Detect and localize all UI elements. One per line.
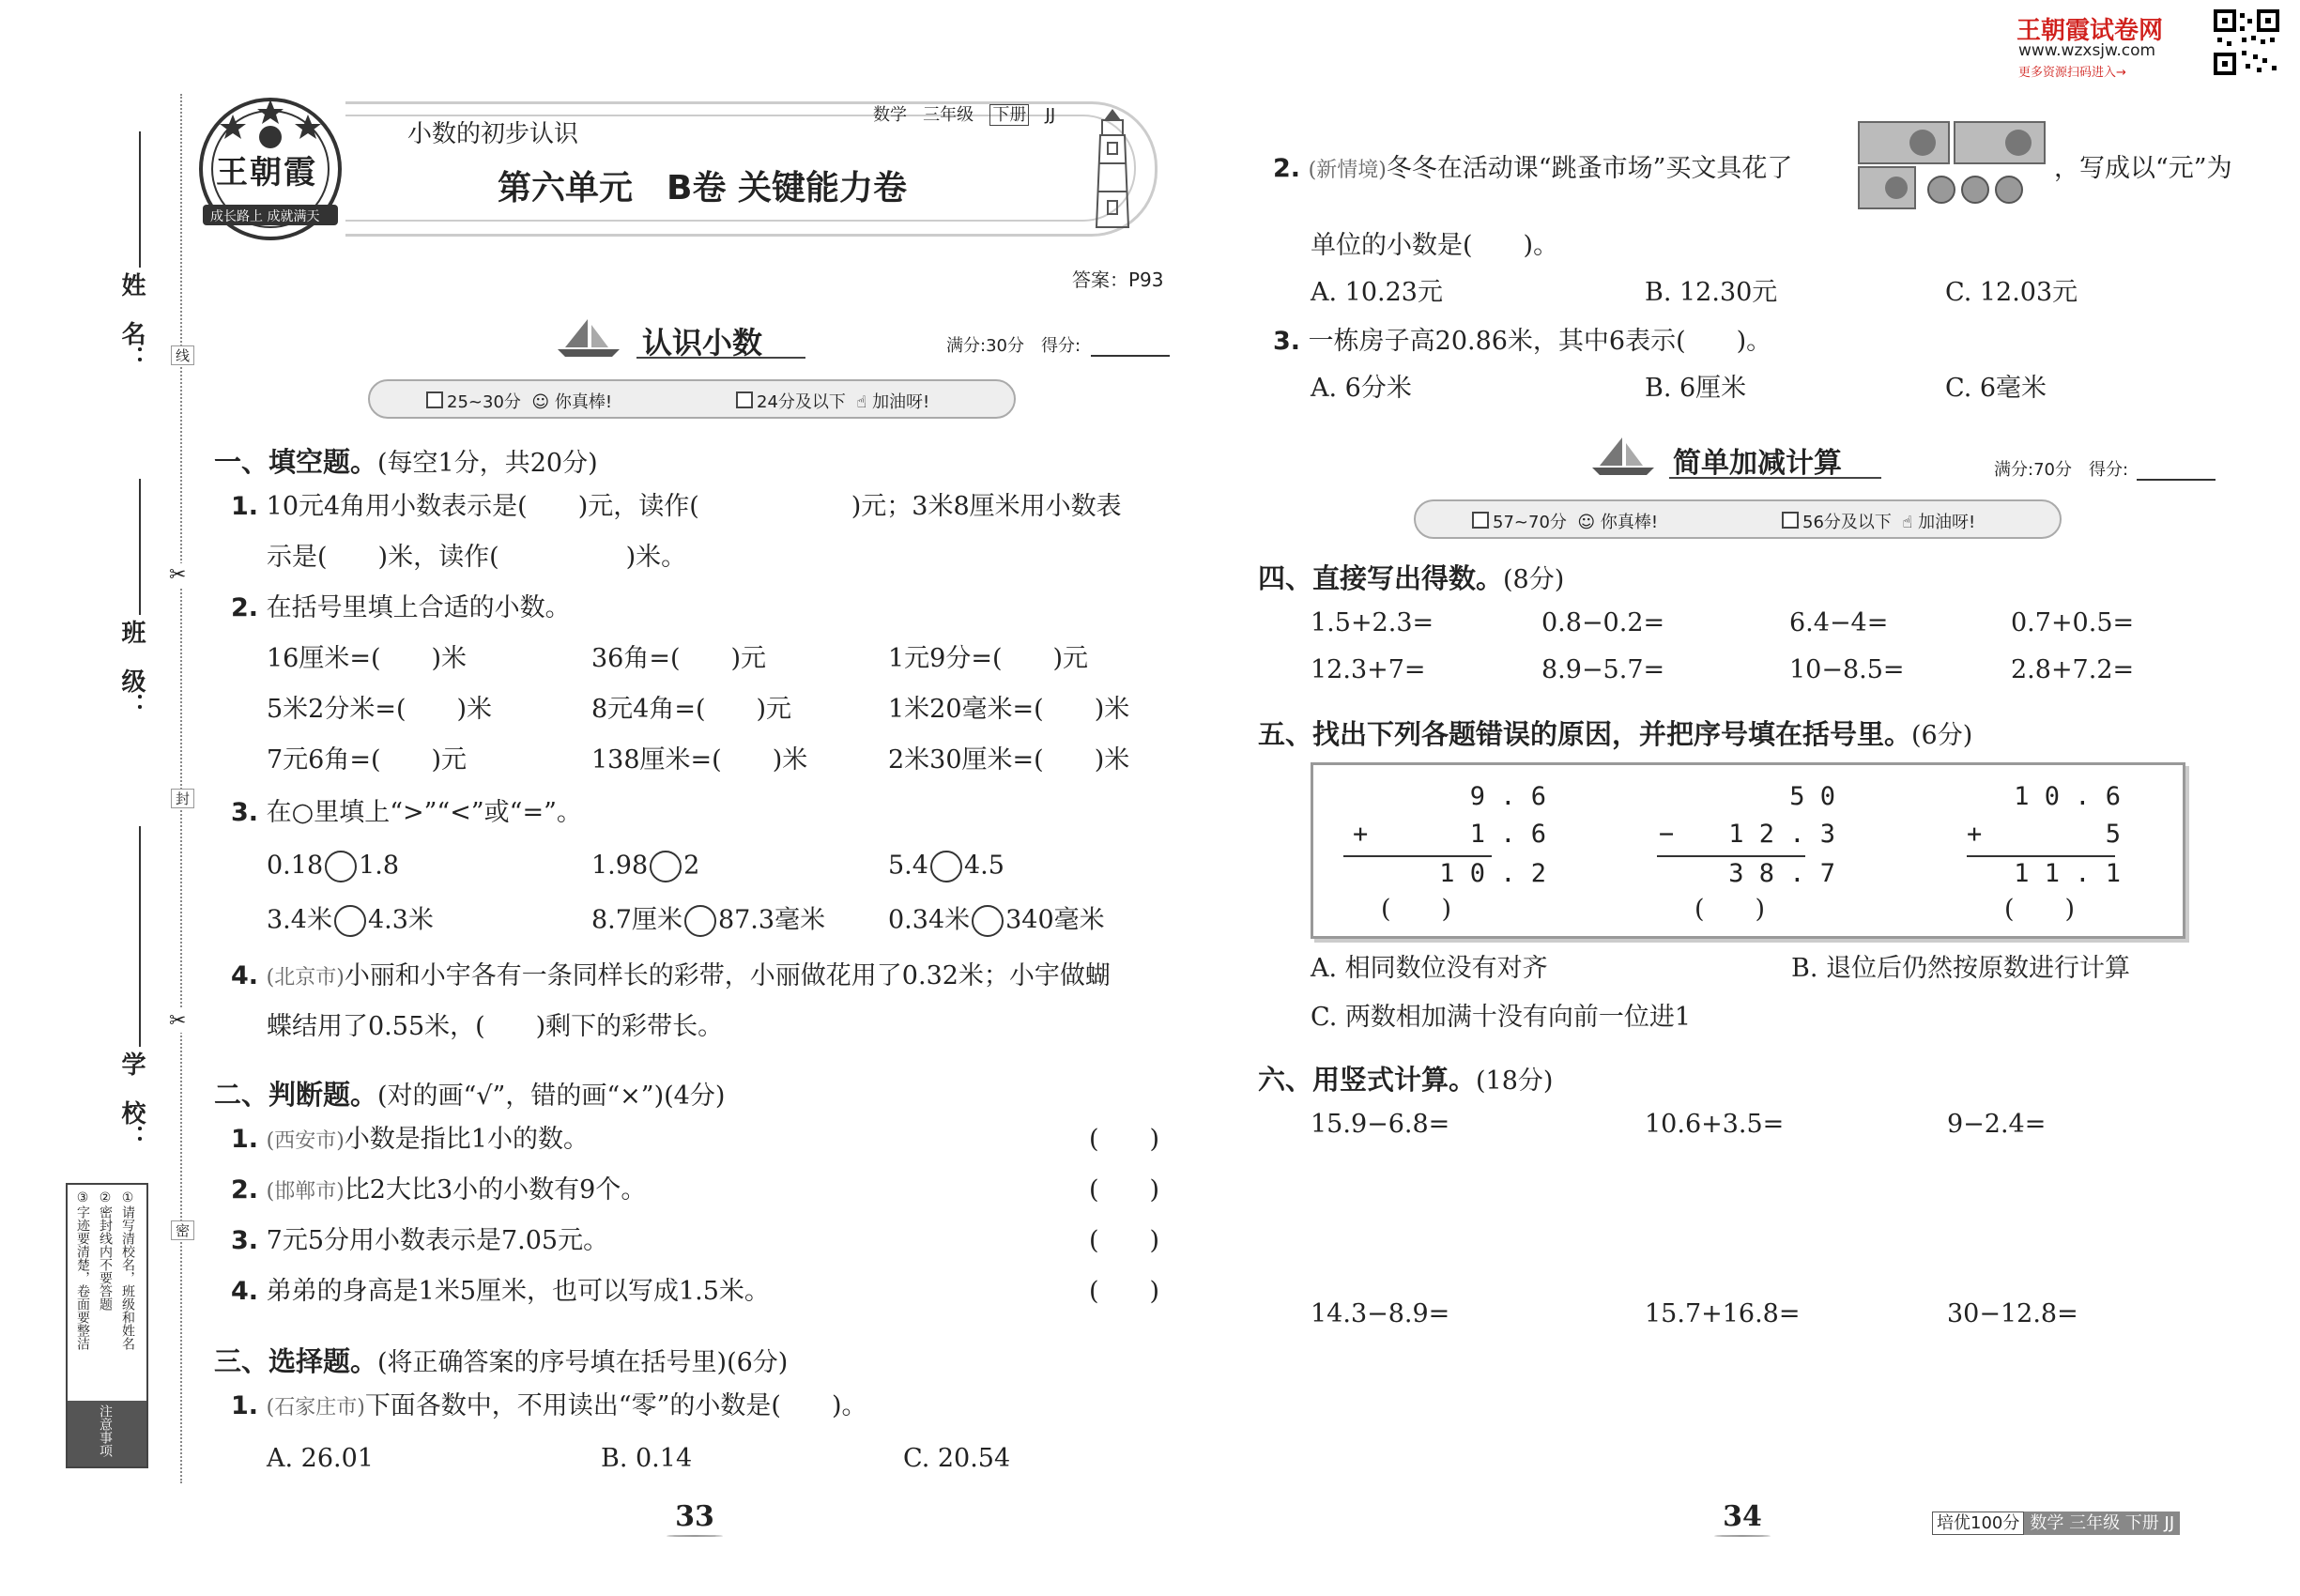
page-number-swoosh — [1714, 1535, 1771, 1537]
fill-item: 5米2分米=( )米 — [267, 695, 493, 724]
reason-c: C. 两数相加满十没有向前一位进1 — [1311, 1003, 1692, 1032]
brand-tip: 更多资源扫码进入→ — [2018, 66, 2126, 80]
question-3-2-tail: ，写成以“元”为 — [2054, 154, 2232, 183]
compare-item — [591, 851, 699, 882]
vertical-calc-item: 30−12.8= — [1947, 1299, 2078, 1328]
question-number: 1. — [231, 492, 259, 521]
pill-range: 24分及以下 — [757, 392, 846, 412]
scissor-icon: ✂ — [169, 563, 187, 587]
judge-item — [231, 1177, 646, 1203]
judge-item — [231, 1279, 770, 1304]
vertical-calc-item: 14.3−8.9= — [1311, 1299, 1450, 1328]
pill-option-high[interactable] — [1472, 509, 1658, 533]
calc-operator: + — [1967, 820, 1983, 849]
answer-reference: 答案：P93 — [1072, 269, 1164, 291]
compare-circle[interactable] — [325, 851, 357, 882]
question-number: 4. — [231, 1277, 259, 1306]
money-image — [1857, 120, 2050, 210]
calc-top: 5 0 — [1789, 782, 1835, 811]
compare-left: 0.18 — [267, 851, 324, 881]
section-title: 五、找出下列各题错误的原因，并把序号填在括号里。 — [1258, 718, 1912, 750]
compare-left: 8.7厘米 — [591, 905, 682, 935]
compare-circle[interactable] — [334, 905, 366, 937]
fill-item: 8元4角=( )元 — [591, 695, 792, 724]
compare-item — [888, 851, 1004, 882]
pill-range: 57~70分 — [1493, 513, 1567, 532]
option-a[interactable]: A. 6分米 — [1311, 374, 1412, 403]
question-source: (新情境) — [1308, 159, 1387, 182]
question-text: 弟弟的身高是1米5厘米，也可以写成1.5米。 — [266, 1277, 770, 1306]
calc-top: 9 . 6 — [1469, 782, 1546, 811]
page-number-left — [657, 1500, 732, 1537]
question-1-3 — [231, 800, 582, 825]
calc-bottom: 1 . 6 — [1469, 820, 1546, 849]
brand-block — [2016, 9, 2289, 80]
cut-mark-dense: 密 — [171, 1220, 194, 1240]
question-number: 2. — [1273, 154, 1301, 183]
judge-answer[interactable]: ( ) — [1089, 1277, 1160, 1306]
question-3-2 — [1273, 156, 1792, 181]
question-text: 小数是指比1小的数。 — [344, 1125, 589, 1154]
class-label: 班 级： — [117, 620, 146, 717]
question-1-1 — [231, 494, 1122, 519]
compare-left: 0.34米 — [888, 905, 971, 935]
judge-answer[interactable]: ( ) — [1089, 1175, 1160, 1205]
judge-item — [231, 1127, 589, 1152]
part2-title-underline — [1669, 477, 1881, 479]
question-source: (邯郸市) — [266, 1180, 345, 1204]
section-title: 一、填空题。 — [214, 446, 378, 478]
question-number: 3. — [1273, 327, 1301, 356]
option-c[interactable]: C. 12.03元 — [1945, 278, 2078, 307]
page-number: 33 — [675, 1500, 714, 1533]
section-1-title — [214, 441, 598, 480]
question-text: 7元5分用小数表示是7.05元。 — [266, 1226, 609, 1255]
vertical-calc-item: 10.6+3.5= — [1645, 1110, 1785, 1139]
sailboat-icon — [1588, 436, 1658, 477]
notice-item: ③字迹要清楚，卷面要整洁 — [75, 1190, 90, 1350]
judge-answer[interactable]: ( ) — [1089, 1226, 1160, 1255]
notice-box — [66, 1183, 148, 1468]
question-text: 比2大比3小的小数有9个。 — [344, 1175, 647, 1205]
question-source: (石家庄市) — [266, 1396, 365, 1420]
calc-result: 1 1 . 1 — [2014, 859, 2121, 888]
compare-item — [591, 905, 825, 937]
vertical-calc-item: 15.7+16.8= — [1645, 1299, 1801, 1328]
section-points: (18分) — [1476, 1067, 1554, 1096]
calc-bottom: 5 — [2105, 820, 2121, 849]
name-field[interactable] — [139, 131, 141, 268]
compare-left: 5.4 — [888, 851, 928, 881]
fill-item: 36角=( )元 — [591, 644, 767, 673]
footer-series — [1932, 1510, 2180, 1534]
meta-grade: 三年级 — [923, 105, 974, 125]
question-text: 下面各数中，不用读出“零”的小数是( )。 — [364, 1391, 867, 1420]
notice-title: 注意事项 — [98, 1404, 113, 1457]
pill-option-low[interactable] — [736, 389, 929, 413]
calc-answer[interactable]: ( ) — [2004, 895, 2076, 924]
question-text: 在○里填上“>”“<”或“=”。 — [266, 798, 582, 827]
notice-item: ①请写清校名，班级和姓名 — [120, 1190, 135, 1350]
question-text: 10元4角用小数表示是( )元，读作( )元；3米8厘米用小数表 — [266, 492, 1122, 521]
school-label: 学 校： — [117, 1051, 146, 1149]
question-number: 2. — [231, 1175, 259, 1205]
section-points: (对的画“√”，错的画“×”)(4分) — [377, 1082, 726, 1111]
series-name: 培优100分 — [1932, 1512, 2024, 1535]
fill-item: 1元9分=( )元 — [888, 644, 1089, 673]
calc-result: 3 8 . 7 — [1728, 859, 1835, 888]
pill-range: 25~30分 — [447, 392, 521, 412]
brand-logo — [195, 94, 345, 244]
section-points: (每空1分，共20分) — [377, 449, 598, 478]
page-number-right — [1705, 1500, 1780, 1537]
question-3-3 — [1273, 329, 1771, 354]
compare-right: 1.8 — [359, 851, 400, 881]
fill-item: 138厘米=( )米 — [591, 745, 808, 775]
question-text: 在括号里填上合适的小数。 — [266, 593, 571, 622]
calc-top: 1 0 . 6 — [2014, 782, 2121, 811]
calc-item: 2.8+7.2= — [2011, 655, 2135, 684]
reason-b: B. 退位后仍然按原数进行计算 — [1791, 954, 2131, 983]
name-label: 姓 名： — [117, 272, 146, 370]
series-meta: 数学 三年级 下册 JJ — [2024, 1512, 2180, 1535]
logo-name: 王朝霞 — [216, 154, 317, 192]
meta-subject: 数学 — [873, 105, 907, 125]
part2-score-field[interactable] — [2137, 479, 2216, 481]
option-c[interactable]: C. 20.54 — [903, 1444, 1011, 1473]
part2-score-pill — [1414, 499, 2062, 539]
calc-bottom: 1 2 . 3 — [1728, 820, 1835, 849]
smile-icon: ☺ — [531, 392, 550, 412]
judge-answer[interactable]: ( ) — [1089, 1125, 1160, 1154]
calc-answer[interactable]: ( ) — [1694, 895, 1766, 924]
calc-rule — [1967, 855, 2115, 857]
section-title: 六、用竖式计算。 — [1258, 1064, 1477, 1096]
vertical-calc-item: 9−2.4= — [1947, 1110, 2047, 1139]
compare-left: 3.4米 — [267, 905, 332, 935]
part2-score-label: 满分:70分 得分: — [1994, 460, 2129, 480]
cut-mark-seal: 封 — [171, 789, 194, 808]
calc-item: 10−8.5= — [1789, 655, 1905, 684]
calc-operator: − — [1659, 820, 1675, 849]
fill-item: 7元6角=( )元 — [267, 745, 468, 775]
question-1-4 — [231, 963, 1111, 989]
pill-option-low[interactable] — [1782, 509, 1975, 533]
compare-right: 4.5 — [963, 851, 1004, 881]
section-title: 二、判断题。 — [214, 1079, 378, 1111]
school-field[interactable] — [139, 826, 141, 1047]
notice-item: ②密封线内不要答题 — [98, 1190, 113, 1311]
smile-icon: ☺ — [1577, 513, 1596, 532]
brand-url[interactable]: www.wzxsjw.com — [2018, 41, 2156, 60]
section-points: (8分) — [1503, 565, 1565, 594]
fill-item: 2米30厘米=( )米 — [888, 745, 1130, 775]
topic-label: 小数的初步认识 — [407, 120, 579, 148]
pill-tag: 加油呀! — [1918, 513, 1976, 532]
compare-item — [267, 905, 434, 937]
question-1-2 — [231, 595, 571, 621]
section-title: 四、直接写出得数。 — [1258, 562, 1504, 594]
compare-circle[interactable] — [650, 851, 682, 882]
checkbox[interactable] — [736, 391, 753, 408]
class-field[interactable] — [139, 479, 141, 615]
part1-score-pill — [368, 379, 1016, 419]
calc-item: 1.5+2.3= — [1311, 608, 1434, 637]
vertical-calc-item: 15.9−6.8= — [1311, 1110, 1450, 1139]
checkbox[interactable] — [426, 391, 443, 408]
option-b[interactable]: B. 0.14 — [601, 1444, 693, 1473]
qr-code-icon[interactable] — [2214, 9, 2279, 75]
header-meta — [873, 101, 1055, 126]
section-3-title — [214, 1341, 788, 1379]
option-b[interactable]: B. 6厘米 — [1645, 374, 1747, 403]
lighthouse-icon — [1089, 107, 1136, 229]
question-number: 3. — [231, 1226, 259, 1255]
option-c[interactable]: C. 6毫米 — [1945, 374, 2047, 403]
part2-title: 简单加减计算 — [1673, 447, 1842, 480]
question-number: 3. — [231, 798, 259, 827]
section-4-title — [1258, 558, 1564, 596]
calc-rule — [1657, 855, 1805, 857]
question-number: 1. — [231, 1125, 259, 1154]
section-title: 三、选择题。 — [214, 1345, 378, 1377]
fill-item: 1米20毫米=( )米 — [888, 695, 1130, 724]
cut-mark-line: 线 — [171, 345, 194, 365]
section-6-title — [1258, 1059, 1553, 1097]
question-number: 1. — [231, 1391, 259, 1420]
binding-sidebar — [56, 94, 197, 1502]
question-source: (北京市) — [266, 966, 345, 990]
section-2-title — [214, 1074, 725, 1113]
question-number: 2. — [231, 593, 259, 622]
judge-item — [231, 1228, 608, 1253]
part1-title-underline — [636, 357, 805, 359]
scissor-icon: ✂ — [169, 1009, 187, 1033]
calc-answer[interactable]: ( ) — [1381, 895, 1452, 924]
part1-header — [554, 317, 1173, 364]
pill-range: 56分及以下 — [1802, 513, 1892, 532]
question-text: 冬冬在活动课“跳蚤市场”买文具花了 — [1386, 154, 1793, 183]
brand-name: 王朝霞试卷网 — [2016, 17, 2164, 45]
reason-a: A. 相同数位没有对齐 — [1311, 954, 1548, 983]
option-b[interactable]: B. 12.30元 — [1645, 278, 1778, 307]
option-a[interactable]: A. 10.23元 — [1311, 278, 1443, 307]
meta-volume: 下册 — [989, 104, 1029, 126]
question-3-2-cont: 单位的小数是( )。 — [1311, 231, 1559, 260]
question-3-1 — [231, 1393, 867, 1419]
calc-item: 12.3+7= — [1311, 655, 1426, 684]
compare-circle[interactable] — [684, 905, 716, 937]
sailboat-icon — [554, 317, 623, 359]
compare-circle[interactable] — [972, 905, 1004, 937]
pill-option-high[interactable] — [426, 389, 612, 413]
fist-icon: ☝ — [856, 392, 867, 412]
page-number: 34 — [1723, 1500, 1762, 1533]
option-a[interactable]: A. 26.01 — [267, 1444, 374, 1473]
meta-edition: JJ — [1045, 105, 1056, 125]
calc-result: 1 0 . 2 — [1439, 859, 1546, 888]
page-number-swoosh — [667, 1535, 723, 1537]
part1-score-label: 满分:30分 得分: — [946, 336, 1081, 356]
logo-ribbon: 成长路上 成就满天 — [210, 209, 320, 224]
header-banner — [345, 101, 1172, 242]
section-points: (6分) — [1911, 721, 1973, 750]
compare-circle[interactable] — [930, 851, 962, 882]
fill-item: 16厘米=( )米 — [267, 644, 468, 673]
pill-tag: 加油呀! — [872, 392, 930, 412]
compare-item — [888, 905, 1105, 937]
compare-right: 4.3米 — [367, 905, 434, 935]
compare-item — [267, 851, 399, 882]
page-title: 第六单元 B卷 关键能力卷 — [498, 169, 907, 207]
calc-rule — [1343, 855, 1492, 857]
checkbox[interactable] — [1472, 512, 1489, 529]
pill-tag: 你真棒! — [554, 392, 613, 412]
calc-item: 6.4−4= — [1789, 608, 1889, 637]
question-text: 小丽和小宇各有一条同样长的彩带，小丽做花用了0.32米；小宇做蝴 — [344, 961, 1111, 990]
fist-icon: ☝ — [1902, 513, 1913, 532]
section-5-title — [1258, 714, 1972, 752]
pill-tag: 你真棒! — [1600, 513, 1659, 532]
calc-item: 0.7+0.5= — [2011, 608, 2135, 637]
calc-item: 0.8−0.2= — [1541, 608, 1665, 637]
section-points: (将正确答案的序号填在括号里)(6分) — [377, 1348, 789, 1377]
compare-right: 2 — [683, 851, 700, 881]
part1-score-field[interactable] — [1091, 355, 1170, 357]
error-calc-box — [1311, 762, 2185, 939]
question-text: 一栋房子高20.86米，其中6表示( )。 — [1308, 327, 1772, 356]
question-number: 4. — [231, 961, 259, 990]
calc-operator: + — [1353, 820, 1369, 849]
question-1-1-cont: 示是( )米，读作( )米。 — [267, 543, 687, 572]
compare-left: 1.98 — [591, 851, 649, 881]
part2-header — [1588, 436, 2223, 483]
question-source: (西安市) — [266, 1129, 345, 1153]
checkbox[interactable] — [1782, 512, 1799, 529]
part1-title: 认识小数 — [642, 325, 763, 361]
compare-right: 87.3毫米 — [717, 905, 826, 935]
notice-title-bar — [68, 1401, 146, 1466]
compare-right: 340毫米 — [1005, 905, 1105, 935]
question-1-4-cont: 蝶结用了0.55米，( )剩下的彩带长。 — [267, 1012, 724, 1041]
calc-item: 8.9−5.7= — [1541, 655, 1665, 684]
